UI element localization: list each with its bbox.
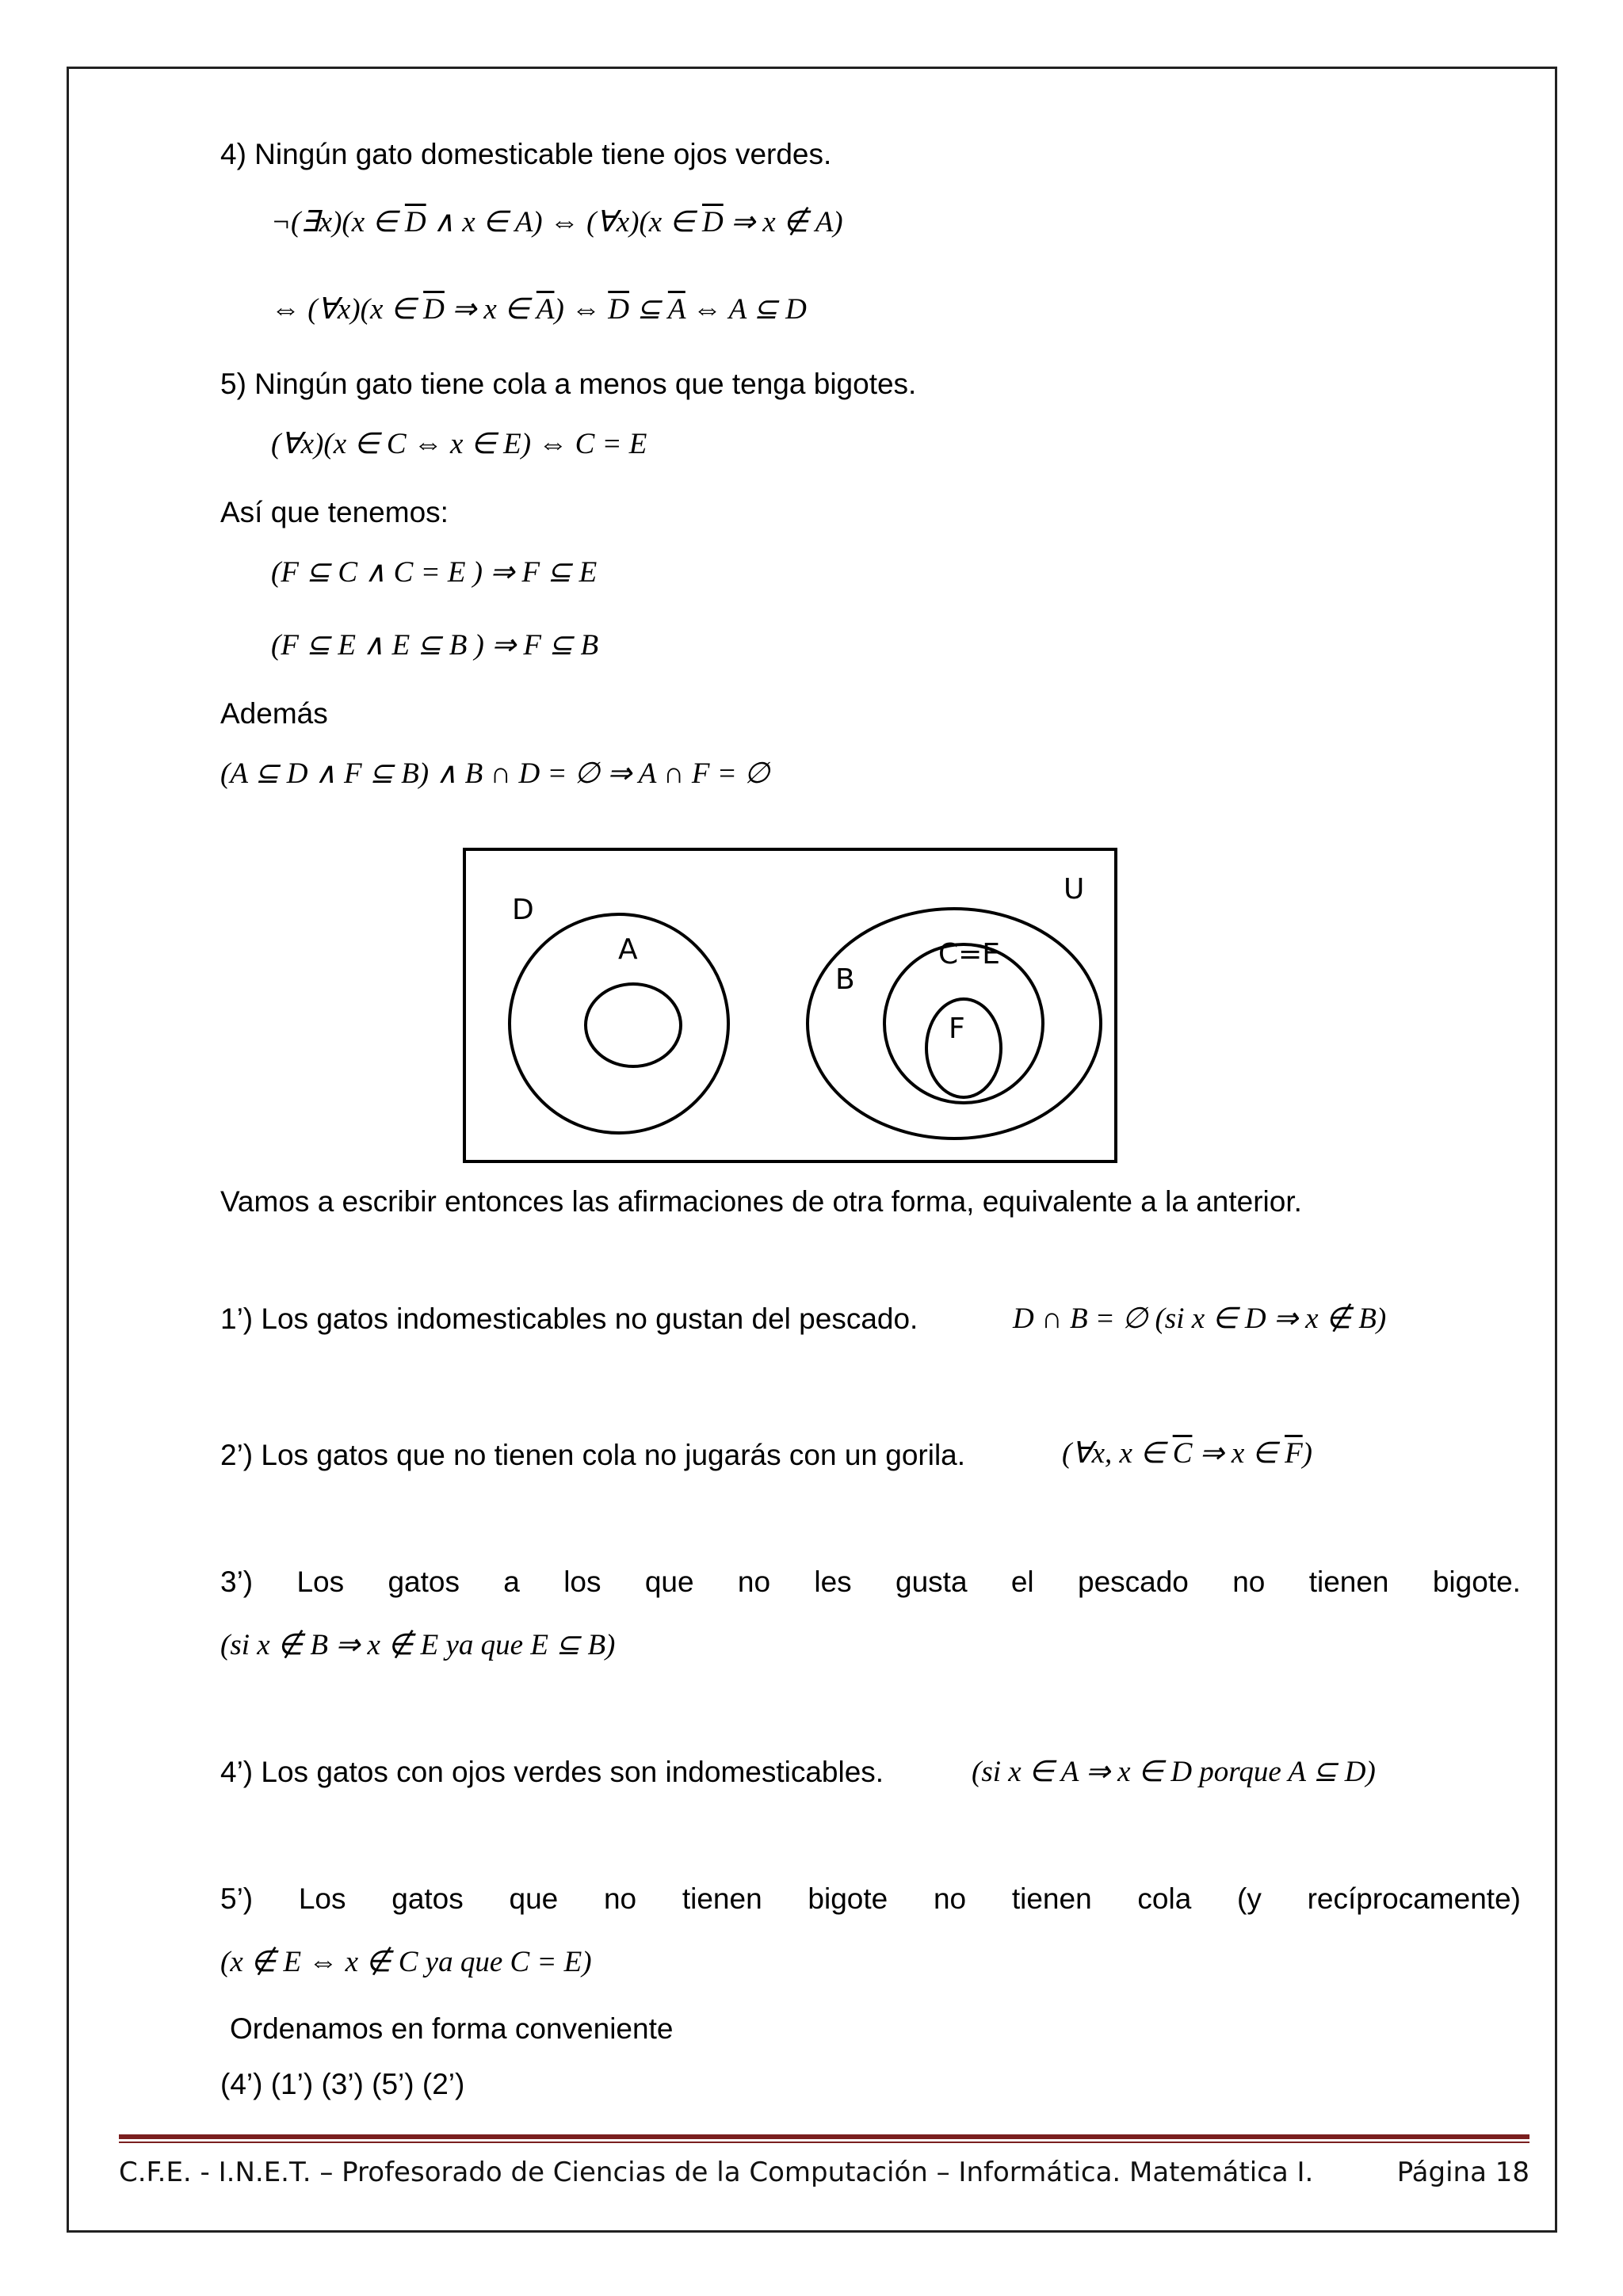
ademas: Además [220,697,328,730]
asi-que-tenemos: Así que tenemos: [220,496,449,528]
formula-a: (F ⊆ C ∧ C = E ) ⇒ F ⊆ E [271,556,598,589]
set-d-label: D [512,894,534,926]
universe-label: U [1064,873,1085,906]
statement-5p: 5’) Los gatos que no tienen bigote no tienen cola (y recíprocamente) [220,1882,1521,1915]
statement-5: 5) Ningún gato tiene cola a menos que tenga bigotes. [220,368,917,400]
footer [119,2157,1529,2188]
footer-rule-thin [119,2142,1529,2143]
formula-4a: ¬(∃x)(x ∈ $\overline{D}$ ∧ x ∈ A) ⇔ (∀x)(x ∈ $\overline{D}$ ⇒ x ∉ A) [271,206,843,238]
formula-5: (∀x)(x ∈ C ⇔ x ∈ E) ⇔ C = E [271,428,647,460]
formula-2p: (∀x, x ∈ $\overline{C}$ ⇒ x ∈ $\overline{F}$) [1062,1437,1312,1470]
universe-rect [464,849,1116,1161]
formula-b: (F ⊆ E ∧ E ⊆ B ) ⇒ F ⊆ B [271,629,599,662]
page-number: Página 18 [1396,2157,1529,2188]
formula-4b: ⇔ (∀x)(x ∈ $\overline{D}$ ⇒ x ∈ $\overline{A}$) ⇔ $\overline{D}$ ⊆ $\overline{A}$ ⇔ A ⊆ D [271,293,807,326]
set-a-label: A [618,933,638,966]
set-a [586,984,681,1066]
formula-3p: (si x ∉ B ⇒ x ∉ E ya que E ⊆ B) [220,1629,616,1661]
formula-5p: (x ∉ E ⇔ x ∉ C ya que C = E) [220,1946,592,1978]
venn-diagram [463,848,1117,1165]
formula-c: (A ⊆ D ∧ F ⊆ B) ∧ B ∩ D = ∅ ⇒ A ∩ F = ∅ [220,757,770,790]
set-c-e-label: C=E [938,938,1001,971]
vamos-text: Vamos a escribir entonces las afirmaciones de otra forma, equivalente a la anterior. [220,1185,1302,1218]
statement-4: 4) Ningún gato domesticable tiene ojos verdes. [220,138,832,170]
statement-3p: 3’) Los gatos a los que no les gusta el pescado no tienen bigote. [220,1566,1521,1598]
footer-course: C.F.E. - I.N.E.T. – Profesorado de Ciencias de la Computación – Informática. Matemática I. [119,2157,1314,2188]
set-b-label: B [835,963,855,996]
statement-2p: 2’) Los gatos que no tienen cola no jugarás con un gorila. [220,1439,966,1471]
formula-1p: D ∩ B = ∅ (si x ∈ D ⇒ x ∉ B) [1013,1302,1387,1335]
ordenamos-text: Ordenamos en forma conveniente [230,2012,674,2045]
formula-4p: (si x ∈ A ⇒ x ∈ D porque A ⊆ D) [972,1756,1376,1788]
statement-1p: 1’) Los gatos indomesticables no gustan del pescado. [220,1302,918,1335]
set-f-label: F [949,1013,965,1045]
footer-rule [119,2134,1529,2139]
statement-4p: 4’) Los gatos con ojos verdes son indomesticables. [220,1756,884,1788]
order-list: (4’) (1’) (3’) (5’) (2’) [220,2068,465,2100]
